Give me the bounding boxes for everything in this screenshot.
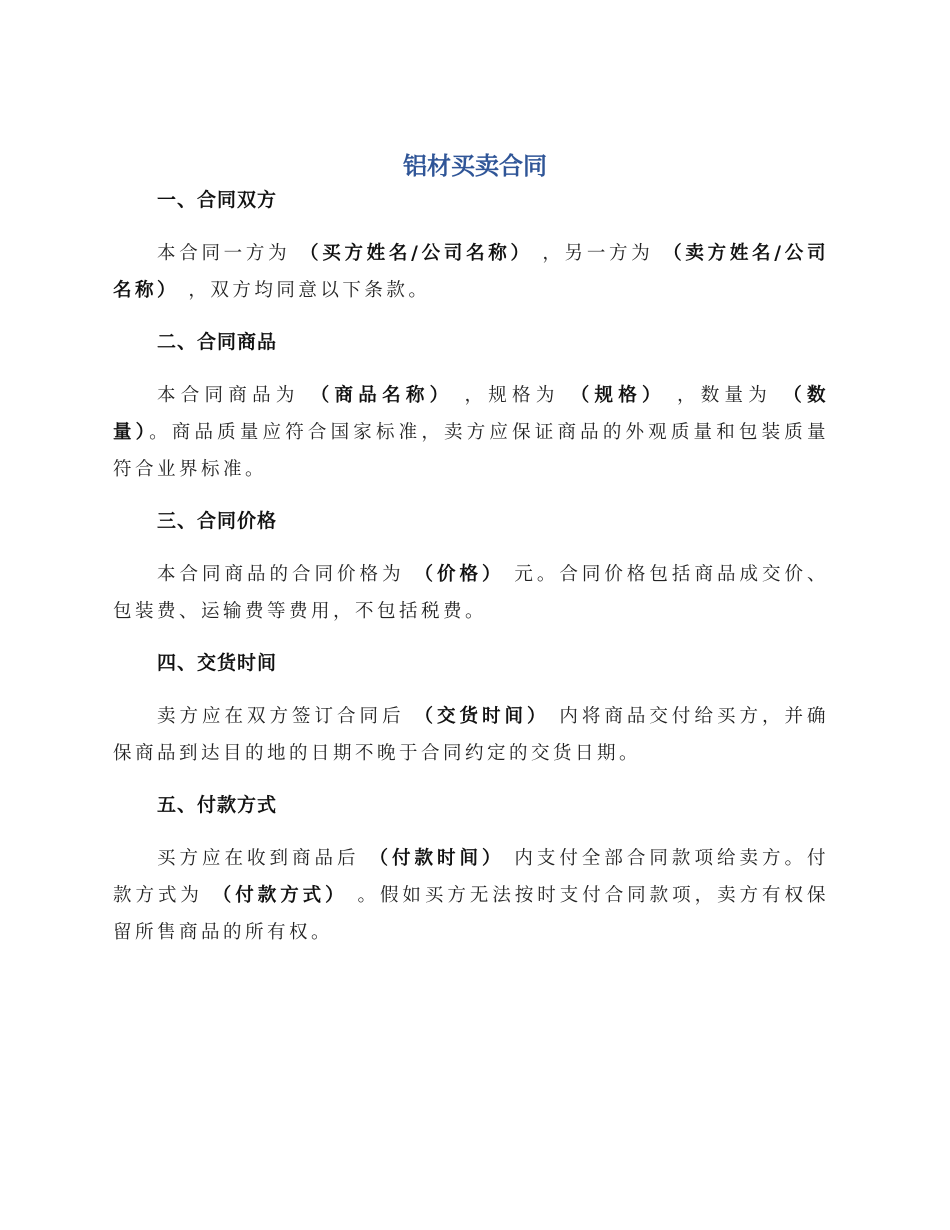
section-goods <box>113 327 829 488</box>
section-paragraph: 本合同商品的合同价格为 （价格） 元。合同价格包括商品成交价、包装费、运输费等费用，不包括税费。 <box>113 564 829 622</box>
section-paragraph: 本合同商品为 （商品名称） ，规格为 （规格） ，数量为 （数量）。商品质量应符合国家标准，卖方应保证商品的外观质量和包装质量符合业界标准。 <box>113 385 829 480</box>
section-paragraph: 本合同一方为 （买方姓名/公司名称） ，另一方为 （卖方姓名/公司名称） ，双方均同意以下条款。 <box>113 243 829 301</box>
section-delivery <box>113 648 829 772</box>
section-price <box>113 506 829 630</box>
section-heading: 五、付款方式 <box>157 794 278 816</box>
section-paragraph: 卖方应在双方签订合同后 （交货时间） 内将商品交付给买方，并确保商品到达目的地的日期不晚于合同约定的交货日期。 <box>113 706 829 764</box>
section-heading: 三、合同价格 <box>157 510 278 532</box>
section-paragraph: 买方应在收到商品后 （付款时间） 内支付全部合同款项给卖方。付款方式为 （付款方式） 。假如买方无法按时支付合同款项，卖方有权保留所售商品的所有权。 <box>113 848 829 943</box>
section-payment <box>113 790 829 951</box>
section-parties <box>113 185 829 309</box>
section-heading: 四、交货时间 <box>157 652 278 674</box>
section-heading: 一、合同双方 <box>157 189 278 211</box>
document-title: 铝材买卖合同 <box>403 152 547 180</box>
section-heading: 二、合同商品 <box>157 331 278 353</box>
